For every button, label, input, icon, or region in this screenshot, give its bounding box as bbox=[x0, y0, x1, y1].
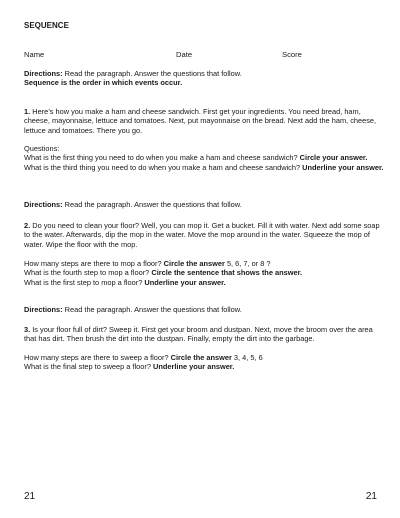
directions-label: Directions: bbox=[24, 305, 63, 314]
question-2c-instruction: Underline your answer. bbox=[144, 277, 226, 287]
question-2b-instruction: Circle the sentence that shows the answer. bbox=[151, 268, 303, 278]
directions-text: Read the paragraph. Answer the questions that follow. bbox=[62, 200, 242, 209]
question-3b-instruction: Underline your answer. bbox=[153, 362, 235, 372]
directions-3 bbox=[24, 305, 384, 314]
name-label: Name bbox=[24, 50, 45, 59]
question-2b: What is the fourth step to mop a floor? bbox=[24, 268, 152, 278]
passage-1-number: 1. bbox=[24, 107, 31, 116]
passage-2-number: 2. bbox=[24, 221, 31, 230]
directions-label: Directions: bbox=[24, 200, 63, 209]
passage-3 bbox=[24, 325, 384, 344]
question-2a: How many steps are there to mop a floor? bbox=[24, 259, 164, 268]
page-title: SEQUENCE bbox=[24, 21, 69, 30]
question-2a-instruction: Circle the answer bbox=[163, 259, 225, 268]
question-3a: How many steps are there to sweep a floor? bbox=[24, 353, 171, 362]
question-1a-instruction: Circle your answer. bbox=[299, 153, 368, 163]
directions-2 bbox=[24, 200, 384, 209]
passage-1 bbox=[24, 107, 384, 135]
page-number-right: 21 bbox=[365, 491, 377, 502]
page-number-left: 21 bbox=[24, 491, 36, 502]
directions-text: Read the paragraph. Answer the questions that follow. bbox=[62, 69, 242, 78]
question-1b-instruction: Underline your answer. bbox=[302, 162, 384, 172]
question-2c: What is the first step to mop a floor? bbox=[24, 277, 145, 287]
score-label: Score bbox=[282, 50, 302, 59]
question-1b: What is the third thing you need to do when you make a ham and cheese sandwich? bbox=[24, 162, 303, 172]
question-1a: What is the first thing you need to do when you make a ham and cheese sandwich? bbox=[24, 153, 300, 163]
passage-2-text: Do you need to clean your floor? Well, you can mop it. Get a bucket. Fill it with water. Next add some soap to the water. Afterwards, dip the mop in the water. Move the mop around in the water. Squeeze the mop of water. Wipe the floor with the mop. bbox=[24, 221, 380, 249]
question-3a-options: 3, 4, 5, 6 bbox=[231, 353, 263, 362]
question-2a-options: 5, 6, 7, or 8 ? bbox=[224, 259, 271, 268]
header-row bbox=[24, 50, 384, 62]
question-3a-instruction: Circle the answer bbox=[170, 353, 232, 362]
questions-label: Questions: bbox=[24, 144, 60, 153]
date-label: Date bbox=[176, 50, 193, 59]
directions-label: Directions: bbox=[24, 69, 63, 78]
questions-1 bbox=[24, 144, 384, 172]
questions-2 bbox=[24, 259, 384, 287]
directions-1 bbox=[24, 69, 384, 88]
directions-sub: Sequence is the order in which events occur. bbox=[24, 78, 183, 88]
passage-2 bbox=[24, 221, 384, 249]
passage-1-text: Here’s how you make a ham and cheese sandwich. First get your ingredients. You need bread, ham, cheese, mayonnaise, lettuce and tomatoes. Next, put mayonnaise on the bread. Next add the ham, cheese, lettuce and tomatoes. There you go. bbox=[24, 107, 377, 135]
passage-3-text: Is your floor full of dirt? Sweep it. First get your broom and dustpan. Next, move the broom over the area that has dirt. Then brush the dirt into the dustpan. Finally, empty the dirt into the garbage. bbox=[24, 325, 373, 344]
passage-3-number: 3. bbox=[24, 325, 31, 334]
questions-3 bbox=[24, 353, 384, 372]
directions-text: Read the paragraph. Answer the questions that follow. bbox=[62, 305, 242, 314]
question-3b: What is the final step to sweep a floor? bbox=[24, 362, 153, 372]
